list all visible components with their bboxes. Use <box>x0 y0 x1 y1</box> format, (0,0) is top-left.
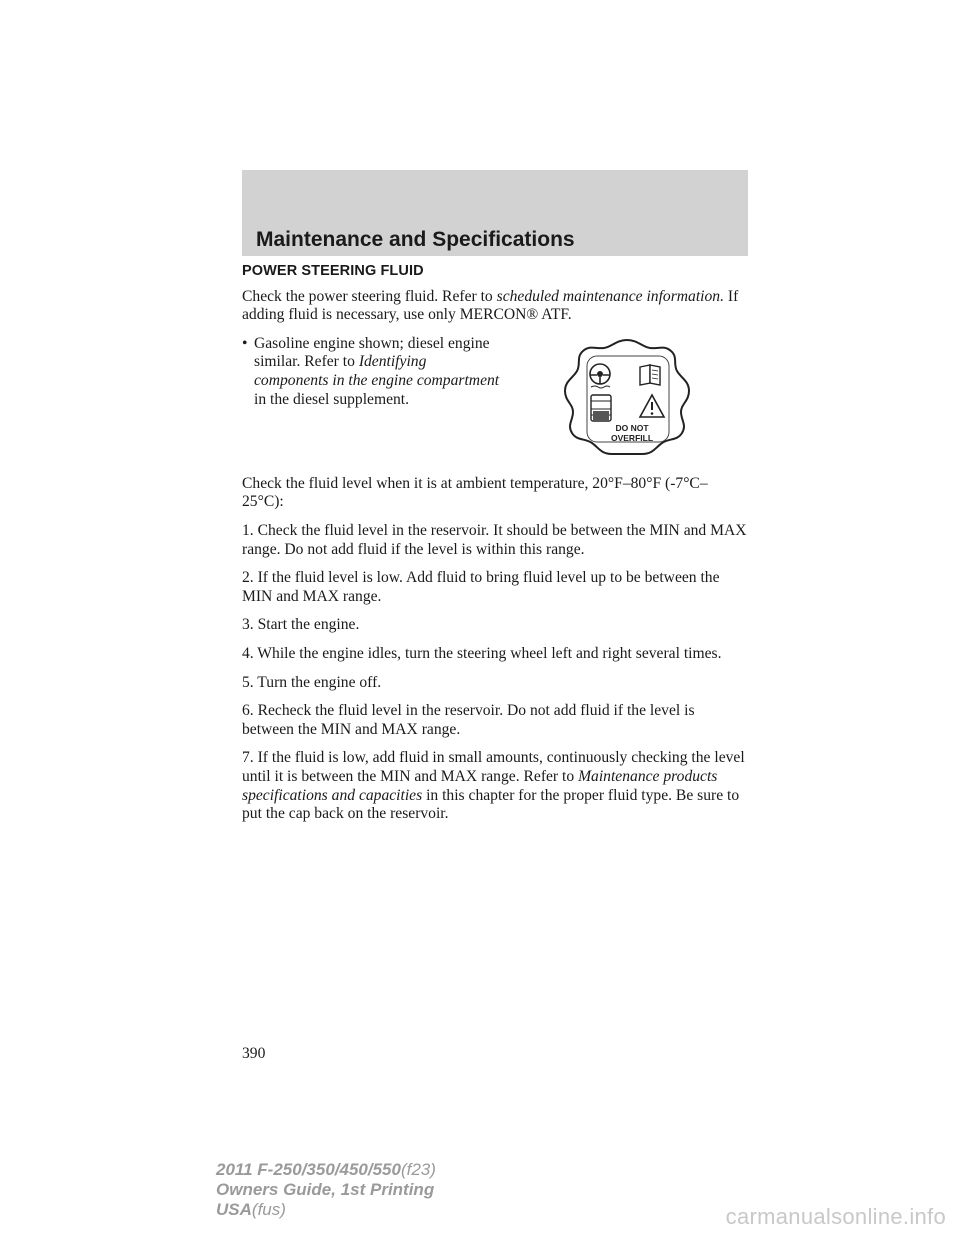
step-2: 2. If the fluid level is low. Add fluid to bring fluid level up to be between the MIN and MAX range. <box>242 569 720 605</box>
chapter-header <box>242 170 748 256</box>
engine-compartment-reference: Identifying components in the engine compartment <box>254 353 500 389</box>
bullet-item: • Gasoline engine shown; diesel engine similar. Refer to Identifying components in the engine compartment in the diesel supplement. <box>242 334 500 408</box>
page-number: 390 <box>242 1045 266 1062</box>
bullet-with-figure <box>242 335 748 465</box>
capacities-reference: Maintenance products specifications and capacities <box>242 767 718 804</box>
intro-paragraph: Check the power steering fluid. Refer to scheduled maintenance information. If adding fluid is necessary, use only MERCON® ATF. <box>242 287 739 324</box>
scheduled-maintenance-reference: scheduled maintenance information. <box>496 287 724 305</box>
step-7: 7. If the fluid is low, add fluid in small amounts, continuously checking the level until it is between the MIN and MAX range. Refer to Maintenance products specifications and capacities in this chapter for the proper fluid type. Be sure to put the cap back on the reservoir. <box>242 749 745 823</box>
fluid-level-icon <box>591 395 611 421</box>
footer-line-3: USA(fus) <box>216 1200 286 1219</box>
section-title: POWER STEERING FLUID <box>242 263 424 279</box>
footer-line-2: Owners Guide, 1st Printing <box>216 1180 435 1199</box>
cap-label-line1: DO NOT <box>615 422 649 433</box>
print-footer <box>216 1160 436 1220</box>
step-4: 4. While the engine idles, turn the steering wheel left and right several times. <box>242 644 722 662</box>
footer-line-1: 2011 F-250/350/450/550(f23) <box>216 1160 436 1179</box>
step-6: 6. Recheck the fluid level in the reservoir. Do not add fluid if the level is between the MIN and MAX range. <box>242 702 695 738</box>
manual-book-icon <box>640 365 660 385</box>
step-3: 3. Start the engine. <box>242 616 360 634</box>
temperature-note: Check the fluid level when it is at ambient temperature, 20°F–80°F (-7°C–25°C): <box>242 474 708 511</box>
chapter-title: Maintenance and Specifications <box>256 228 575 251</box>
bullet-dot: • <box>242 334 248 352</box>
site-watermark: carmanualsonline.info <box>725 1204 946 1229</box>
reservoir-cap-illustration <box>560 337 694 457</box>
step-1: 1. Check the fluid level in the reservoir. It should be between the MIN and MAX range. Do not add fluid if the level is within this range. <box>242 521 747 558</box>
step-5: 5. Turn the engine off. <box>242 673 382 691</box>
cap-label-line2: OVERFILL <box>610 432 654 443</box>
page-content <box>242 262 748 834</box>
